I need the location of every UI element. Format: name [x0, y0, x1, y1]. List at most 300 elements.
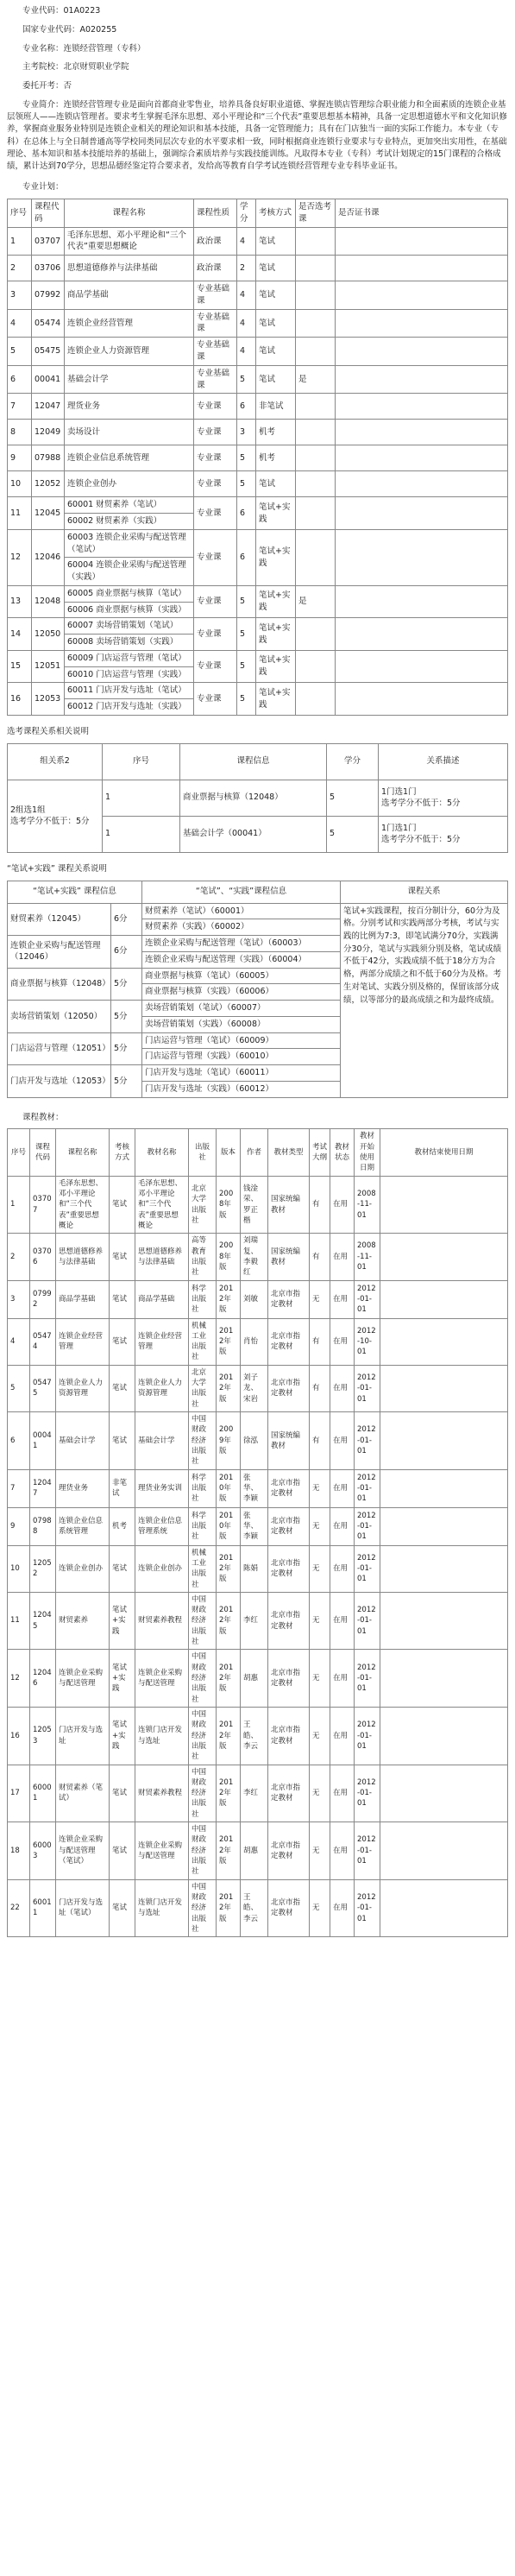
plan-code: 07988 [32, 445, 65, 471]
plan-no: 5 [8, 338, 32, 366]
practice-course: 门店运营与管理（12051） [8, 1032, 111, 1065]
plan-name: 基础会计学 [65, 365, 194, 394]
textbooks-cell: 中国财政经济出版社 [189, 1822, 217, 1880]
textbooks-cell: 在用 [330, 1507, 355, 1545]
plan-elective [296, 309, 336, 338]
plan-code: 12049 [32, 420, 65, 445]
textbooks-cell: 科学出版社 [189, 1507, 217, 1545]
textbooks-cell: 刘子龙、宋岩 [241, 1365, 268, 1411]
plan-credit: 5 [237, 650, 256, 683]
textbooks-cell: 16 [8, 1707, 30, 1765]
textbooks-cell: 11 [8, 1592, 30, 1650]
plan-no: 4 [8, 309, 32, 338]
plan-elective [296, 445, 336, 471]
textbooks-cell: 2012年版 [217, 1707, 241, 1765]
textbooks-row [8, 1592, 508, 1650]
intro-paragraph: 专业简介：连锁经营管理专业是面向首都商业零售业，培养具备良好职业道德、掌握连锁店管理综合职业能力和全面素质的连锁企业基层领班人——连锁店管理者。要求考生掌握毛泽东思想、邓小平理论和“三个代表”重要思想基本精神，具备一定思想道德水平和文化知识修养，掌握商业服务业特别是连锁企业相关的理论知识和基本技能，具备一定管理能力；具有在门店独当一面的实际工作能力。本专业（专科）在总体上与全日制普通高等学校同类同层次专业的水平要求相一致，同时根据商业连锁行业要求与专业特点，更加突出实用性，在基础理论、基本知识和基本技能培养的基础上，强调综合素质培养与实践技能训练。凡取得本专业（专科）考试计划规定的15门课程的合格成绩，累计达到70学分，思想品德经鉴定符合要求者，发给高等教育自学考试连锁经营管理专业专科毕业证书。 [7, 99, 507, 172]
plan-code: 12045 [32, 497, 65, 530]
textbooks-cell: 中国财政经济出版社 [189, 1765, 217, 1822]
textbooks-cell: 李红 [241, 1765, 268, 1822]
textbooks-cell: 无 [310, 1469, 330, 1507]
textbooks-cell: 北京市指定教材 [268, 1650, 310, 1708]
elective-header-cell: 组关系2 [8, 743, 103, 780]
practice-credit: 5分 [111, 1032, 142, 1065]
plan-type: 专业基础课 [194, 365, 237, 394]
plan-sub-name: 门店运营与管理（实践） [96, 669, 186, 679]
plan-sub-name: 商业票据与核算（笔试） [96, 588, 186, 598]
textbooks-cell: 2012年版 [217, 1365, 241, 1411]
plan-cert [336, 585, 508, 618]
plan-header-cell: 考核方式 [256, 199, 296, 228]
plan-no: 10 [8, 471, 32, 497]
textbooks-cell: 6 [8, 1412, 30, 1470]
plan-code: 00041 [32, 365, 65, 394]
textbooks-row [8, 1365, 508, 1411]
textbooks-cell: 60001 [30, 1765, 56, 1822]
textbooks-cell: 王皓、李云 [241, 1879, 268, 1937]
textbooks-header-cell: 教材名称 [135, 1129, 189, 1176]
textbooks-cell: 1 [8, 1176, 30, 1234]
plan-sub-name: 门店运营与管理（笔试） [96, 653, 186, 663]
textbooks-cell: 12052 [30, 1545, 56, 1592]
plan-cert [336, 365, 508, 394]
textbooks-cell: 在用 [330, 1176, 355, 1234]
textbooks-cell: 连锁企业创办 [135, 1545, 189, 1592]
practice-header-cell: “笔试+实践” 课程信息 [8, 881, 142, 903]
textbooks-cell: 有 [310, 1176, 330, 1234]
plan-code: 12051 [32, 650, 65, 683]
textbooks-cell: 05474 [30, 1318, 56, 1365]
plan-sub-code: 60009 [67, 653, 94, 663]
plan-credit: 4 [237, 227, 256, 256]
textbooks-cell: 北京市指定教材 [268, 1879, 310, 1937]
plan-name: 理货业务 [65, 394, 194, 420]
plan-credit: 4 [237, 309, 256, 338]
plan-elective [296, 650, 336, 683]
textbooks-cell: 理货业务实训 [135, 1469, 189, 1507]
plan-code: 07992 [32, 281, 65, 310]
textbooks-cell: 2012-01-01 [355, 1412, 380, 1470]
textbooks-cell: 2012年版 [217, 1592, 241, 1650]
textbooks-row [8, 1176, 508, 1234]
practice-sub: 连锁企业采购与配送管理（实践）（60004） [142, 951, 341, 968]
textbooks-cell: 60003 [30, 1822, 56, 1880]
elective-caption: 选考课程关系相关说明 [7, 727, 90, 736]
textbooks-cell: 胡惠 [241, 1822, 268, 1880]
textbooks-cell: 连锁企业信息系统管理 [56, 1507, 110, 1545]
plan-sub-code: 60006 [67, 604, 94, 615]
textbooks-cell: 北京市指定教材 [268, 1822, 310, 1880]
textbooks-cell: 2012-01-01 [355, 1879, 380, 1937]
plan-type: 专业基础课 [194, 281, 237, 310]
textbooks-cell: 无 [310, 1545, 330, 1592]
textbooks-cell: 03707 [30, 1176, 56, 1234]
plan-exam: 笔试+实践 [256, 683, 296, 716]
practice-sub: 门店开发与选址（实践）（60012） [142, 1081, 341, 1097]
practice-sub: 门店开发与选址（笔试）（60011） [142, 1065, 341, 1082]
plan-cert [336, 529, 508, 585]
elective-table [7, 743, 508, 853]
plan-sub-course [65, 514, 194, 530]
elective-header-cell: 关系描述 [379, 743, 508, 780]
textbooks-cell: 有 [310, 1365, 330, 1411]
textbooks-cell: 连锁企业采购与配送管理（笔试） [56, 1822, 110, 1880]
plan-sub-name: 财贸素养（实践） [96, 516, 162, 527]
plan-elective [296, 420, 336, 445]
textbooks-cell [380, 1280, 508, 1318]
meta-national-code [22, 24, 508, 36]
textbooks-cell: 2012年版 [217, 1545, 241, 1592]
plan-header-row [8, 199, 508, 228]
textbooks-cell [380, 1234, 508, 1280]
textbooks-cell: 18 [8, 1822, 30, 1880]
textbooks-cell: 2012-01-01 [355, 1765, 380, 1822]
textbooks-cell: 财贸素养（笔试） [56, 1765, 110, 1822]
plan-type: 专业基础课 [194, 309, 237, 338]
textbooks-cell: 2012-01-01 [355, 1280, 380, 1318]
textbooks-cell: 12053 [30, 1707, 56, 1765]
elective-group: 2组选1组 选考学分不低于：5分 [8, 780, 103, 852]
textbooks-row [8, 1234, 508, 1280]
textbooks-cell: 在用 [330, 1592, 355, 1650]
textbooks-cell: 有 [310, 1234, 330, 1280]
textbooks-cell [380, 1650, 508, 1708]
plan-sub-course [65, 666, 194, 683]
plan-header-cell: 课程代码 [32, 199, 65, 228]
textbooks-cell: 无 [310, 1507, 330, 1545]
textbooks-header-cell: 考核方式 [110, 1129, 135, 1176]
practice-header-cell: 课程关系 [341, 881, 508, 903]
plan-sub-code: 60011 [67, 685, 94, 696]
textbooks-cell: 连锁门店开发与选址 [135, 1879, 189, 1937]
textbooks-cell: 无 [310, 1650, 330, 1708]
plan-type: 专业基础课 [194, 338, 237, 366]
practice-credit: 6分 [111, 903, 142, 936]
textbooks-cell: 门店开发与选址 [56, 1707, 110, 1765]
plan-elective [296, 683, 336, 716]
plan-credit: 6 [237, 394, 256, 420]
textbooks-cell: 笔试 [110, 1318, 135, 1365]
plan-no: 2 [8, 256, 32, 281]
textbooks-cell: 2012-10-01 [355, 1318, 380, 1365]
textbooks-row [8, 1765, 508, 1822]
plan-sub-course [65, 650, 194, 666]
plan-elective [296, 394, 336, 420]
plan-row [8, 585, 508, 602]
practice-course: 连锁企业采购与配送管理（12046） [8, 936, 111, 969]
textbooks-row [8, 1879, 508, 1937]
plan-exam: 笔试 [256, 281, 296, 310]
plan-sub-code: 60004 [67, 560, 94, 571]
plan-row [8, 227, 508, 256]
textbooks-cell: 在用 [330, 1879, 355, 1937]
textbooks-cell: 60011 [30, 1879, 56, 1937]
textbooks-cell: 商品学基础 [135, 1280, 189, 1318]
elective-header-cell: 序号 [103, 743, 180, 780]
textbooks-cell: 在用 [330, 1707, 355, 1765]
textbooks-cell: 连锁企业经营管理 [56, 1318, 110, 1365]
textbooks-cell [380, 1765, 508, 1822]
textbooks-header-cell: 考试大纲 [310, 1129, 330, 1176]
plan-code: 12047 [32, 394, 65, 420]
plan-exam: 笔试 [256, 365, 296, 394]
plan-sub-name: 卖场营销策划（实践） [96, 637, 179, 647]
plan-sub-course [65, 699, 194, 716]
textbooks-header-row [8, 1129, 508, 1176]
textbooks-cell: 刘瑞复、李毅红 [241, 1234, 268, 1280]
textbooks-cell: 北京大学出版社 [189, 1176, 217, 1234]
textbooks-cell: 笔试+实践 [110, 1650, 135, 1708]
textbooks-cell: 毛泽东思想、邓小平理论和“三个代表”重要思想概论 [56, 1176, 110, 1234]
textbooks-cell: 肖怡 [241, 1318, 268, 1365]
textbooks-cell: 中国财政经济出版社 [189, 1879, 217, 1937]
textbooks-cell: 中国财政经济出版社 [189, 1707, 217, 1765]
plan-header-cell: 序号 [8, 199, 32, 228]
plan-name: 卖场设计 [65, 420, 194, 445]
textbooks-cell: 2012-01-01 [355, 1822, 380, 1880]
textbooks-cell [380, 1707, 508, 1765]
plan-row [8, 420, 508, 445]
meta-national-code-value: A020255 [79, 24, 117, 35]
practice-sub: 财贸素养（实践）（60002） [142, 919, 341, 936]
plan-credit: 6 [237, 497, 256, 530]
plan-sub-code: 60008 [67, 637, 94, 647]
plan-type: 专业课 [194, 683, 237, 716]
textbooks-cell [380, 1592, 508, 1650]
plan-elective [296, 281, 336, 310]
plan-cert [336, 227, 508, 256]
plan-row [8, 281, 508, 310]
textbooks-cell: 财贸素养教程 [135, 1592, 189, 1650]
textbooks-cell: 北京市指定教材 [268, 1507, 310, 1545]
plan-no: 7 [8, 394, 32, 420]
plan-row [8, 497, 508, 514]
textbooks-cell: 2008年版 [217, 1234, 241, 1280]
textbooks-cell: 国家统编教材 [268, 1412, 310, 1470]
plan-code: 12048 [32, 585, 65, 618]
practice-relation: 笔试+实践课程，按百分制计分，60分为及格。分别考试和实践两部分考核，考试与实践的比例为7:3，即笔试满分70分，实践满分30分，笔试与实践须分别及格，笔试成绩不低于42分，实践成绩不低于18分方为合格，两部分成绩之和不低于60分为及格。考生对笔试、实践分别及格的，保留该部分成绩，以等部分的最高成绩之和为最终成绩。 [341, 903, 508, 1097]
textbooks-cell: 12045 [30, 1592, 56, 1650]
textbooks-cell: 北京市指定教材 [268, 1592, 310, 1650]
textbooks-cell: 基础会计学 [56, 1412, 110, 1470]
textbooks-row [8, 1545, 508, 1592]
plan-elective: 是 [296, 365, 336, 394]
plan-sub-name: 财贸素养（笔试） [96, 500, 162, 510]
textbooks-cell: 笔试 [110, 1280, 135, 1318]
plan-elective [296, 256, 336, 281]
textbooks-cell: 2012-01-01 [355, 1469, 380, 1507]
textbooks-cell: 北京大学出版社 [189, 1365, 217, 1411]
textbooks-cell: 2008-11-01 [355, 1176, 380, 1234]
plan-sub-course [65, 558, 194, 586]
textbooks-cell: 笔试 [110, 1412, 135, 1470]
plan-code: 12050 [32, 618, 65, 651]
plan-row [8, 650, 508, 666]
plan-title: 专业计划： [22, 182, 64, 193]
elective-desc: 1门选1门 选考学分不低于：5分 [379, 780, 508, 816]
practice-credit: 5分 [111, 1001, 142, 1033]
textbooks-cell [380, 1318, 508, 1365]
textbooks-cell: 北京市指定教材 [268, 1318, 310, 1365]
plan-exam: 笔试 [256, 338, 296, 366]
textbooks-cell: 财贸素养教程 [135, 1765, 189, 1822]
textbooks-cell: 2012-01-01 [355, 1365, 380, 1411]
textbooks-cell: 财贸素养 [56, 1592, 110, 1650]
textbooks-cell: 北京市指定教材 [268, 1280, 310, 1318]
textbooks-cell: 2008年版 [217, 1176, 241, 1234]
plan-exam: 非笔试 [256, 394, 296, 420]
textbooks-row [8, 1507, 508, 1545]
plan-code: 03706 [32, 256, 65, 281]
textbooks-cell: 思想道德修养与法律基础 [56, 1234, 110, 1280]
plan-elective [296, 618, 336, 651]
plan-exam: 机考 [256, 420, 296, 445]
textbooks-cell: 12046 [30, 1650, 56, 1708]
plan-exam: 笔试 [256, 227, 296, 256]
textbooks-cell: 连锁企业采购与配送管理 [56, 1650, 110, 1708]
textbooks-cell: 17 [8, 1765, 30, 1822]
textbooks-cell: 无 [310, 1280, 330, 1318]
plan-sub-course [65, 602, 194, 618]
textbooks-cell: 笔试+实践 [110, 1592, 135, 1650]
practice-table [7, 881, 508, 1098]
plan-name: 思想道德修养与法律基础 [65, 256, 194, 281]
textbooks-cell: 连锁企业经营管理 [135, 1318, 189, 1365]
plan-credit: 5 [237, 471, 256, 497]
meta-commission-label: 委托开考： [22, 81, 64, 92]
plan-exam: 笔试+实践 [256, 585, 296, 618]
plan-exam: 笔试 [256, 471, 296, 497]
plan-row [8, 529, 508, 558]
textbooks-cell: 李红 [241, 1592, 268, 1650]
textbooks-cell: 无 [310, 1879, 330, 1937]
plan-row [8, 471, 508, 497]
practice-course: 卖场营销策划（12050） [8, 1001, 111, 1033]
textbooks-row [8, 1280, 508, 1318]
textbooks-cell: 2012年版 [217, 1280, 241, 1318]
textbooks-cell: 在用 [330, 1365, 355, 1411]
textbooks-cell: 北京市指定教材 [268, 1765, 310, 1822]
textbooks-cell: 连锁企业采购与配送管理 [135, 1822, 189, 1880]
textbooks-cell: 王皓、李云 [241, 1707, 268, 1765]
plan-credit: 3 [237, 420, 256, 445]
plan-elective: 是 [296, 585, 336, 618]
textbooks-cell: 无 [310, 1707, 330, 1765]
textbooks-cell: 连锁企业人力资源管理 [135, 1365, 189, 1411]
plan-sub-code: 60007 [67, 621, 94, 631]
plan-name: 毛泽东思想、邓小平理论和“三个代表”重要思想概论 [65, 227, 194, 256]
plan-cert [336, 420, 508, 445]
textbooks-cell: 中国财政经济出版社 [189, 1412, 217, 1470]
practice-credit: 6分 [111, 936, 142, 969]
plan-sub-name: 卖场营销策划（笔试） [96, 621, 179, 631]
textbooks-cell: 在用 [330, 1822, 355, 1880]
plan-header-cell: 学分 [237, 199, 256, 228]
plan-sub-name: 连锁企业采购与配送管理（笔试） [67, 532, 186, 554]
elective-info: 商业票据与核算（12048） [180, 780, 327, 816]
textbooks-cell: 笔试 [110, 1365, 135, 1411]
plan-sub-code: 60003 [67, 532, 94, 542]
practice-header-cell: “笔试”、“实践”课程信息 [142, 881, 341, 903]
textbooks-cell: 00041 [30, 1412, 56, 1470]
textbooks-cell [380, 1469, 508, 1507]
textbooks-cell: 胡惠 [241, 1650, 268, 1708]
practice-credit: 5分 [111, 968, 142, 1001]
textbooks-cell: 在用 [330, 1318, 355, 1365]
textbooks-cell: 中国财政经济出版社 [189, 1650, 217, 1708]
meta-code [22, 5, 508, 17]
textbooks-cell [380, 1822, 508, 1880]
textbooks-cell: 思想道德修养与法律基础 [135, 1234, 189, 1280]
plan-code: 12046 [32, 529, 65, 585]
textbooks-cell: 05475 [30, 1365, 56, 1411]
practice-sub: 商业票据与核算（实践）（60006） [142, 984, 341, 1001]
elective-row [8, 780, 508, 816]
textbooks-cell: 门店开发与选址（笔试） [56, 1879, 110, 1937]
textbooks-cell: 徐泓 [241, 1412, 268, 1470]
plan-name: 连锁企业信息系统管理 [65, 445, 194, 471]
textbooks-cell: 钱淦荣、罗正楷 [241, 1176, 268, 1234]
textbooks-cell: 笔试 [110, 1879, 135, 1937]
plan-exam: 笔试+实践 [256, 529, 296, 585]
textbooks-cell: 国家统编教材 [268, 1176, 310, 1234]
plan-credit: 5 [237, 585, 256, 618]
textbooks-cell: 2012年版 [217, 1650, 241, 1708]
textbooks-row [8, 1650, 508, 1708]
textbooks-cell: 3 [8, 1280, 30, 1318]
textbooks-cell: 2009年版 [217, 1412, 241, 1470]
plan-sub-course [65, 635, 194, 651]
plan-sub-name: 商业票据与核算（实践） [96, 604, 186, 615]
elective-desc: 1门选1门 选考学分不低于：5分 [379, 816, 508, 852]
plan-row [8, 683, 508, 699]
textbooks-row [8, 1822, 508, 1880]
textbooks-cell: 5 [8, 1365, 30, 1411]
plan-code: 05474 [32, 309, 65, 338]
textbooks-cell: 连锁门店开发与选址 [135, 1707, 189, 1765]
meta-national-code-label: 国家专业代码： [22, 24, 80, 35]
plan-credit: 5 [237, 683, 256, 716]
textbooks-cell: 连锁企业信息管理系统 [135, 1507, 189, 1545]
textbooks-cell: 笔试 [110, 1765, 135, 1822]
plan-name: 商品学基础 [65, 281, 194, 310]
plan-cert [336, 471, 508, 497]
textbooks-cell: 03706 [30, 1234, 56, 1280]
textbooks-cell [380, 1545, 508, 1592]
meta-code-label: 专业代码： [22, 6, 64, 16]
plan-code: 05475 [32, 338, 65, 366]
textbooks-cell: 北京市指定教材 [268, 1707, 310, 1765]
plan-name: 连锁企业人力资源管理 [65, 338, 194, 366]
textbooks-cell: 2012-01-01 [355, 1707, 380, 1765]
textbooks-cell: 北京市指定教材 [268, 1365, 310, 1411]
plan-elective [296, 497, 336, 530]
textbooks-cell: 07992 [30, 1280, 56, 1318]
plan-no: 15 [8, 650, 32, 683]
practice-header-row [8, 881, 508, 903]
textbooks-cell: 12 [8, 1650, 30, 1708]
plan-no: 16 [8, 683, 32, 716]
textbooks-cell: 在用 [330, 1234, 355, 1280]
plan-no: 3 [8, 281, 32, 310]
textbooks-cell: 笔试 [110, 1176, 135, 1234]
practice-course: 商业票据与核算（12048） [8, 968, 111, 1001]
plan-code: 12052 [32, 471, 65, 497]
plan-no: 14 [8, 618, 32, 651]
textbooks-cell: 机械工业出版社 [189, 1545, 217, 1592]
plan-sub-course [65, 529, 194, 558]
plan-credit: 5 [237, 445, 256, 471]
